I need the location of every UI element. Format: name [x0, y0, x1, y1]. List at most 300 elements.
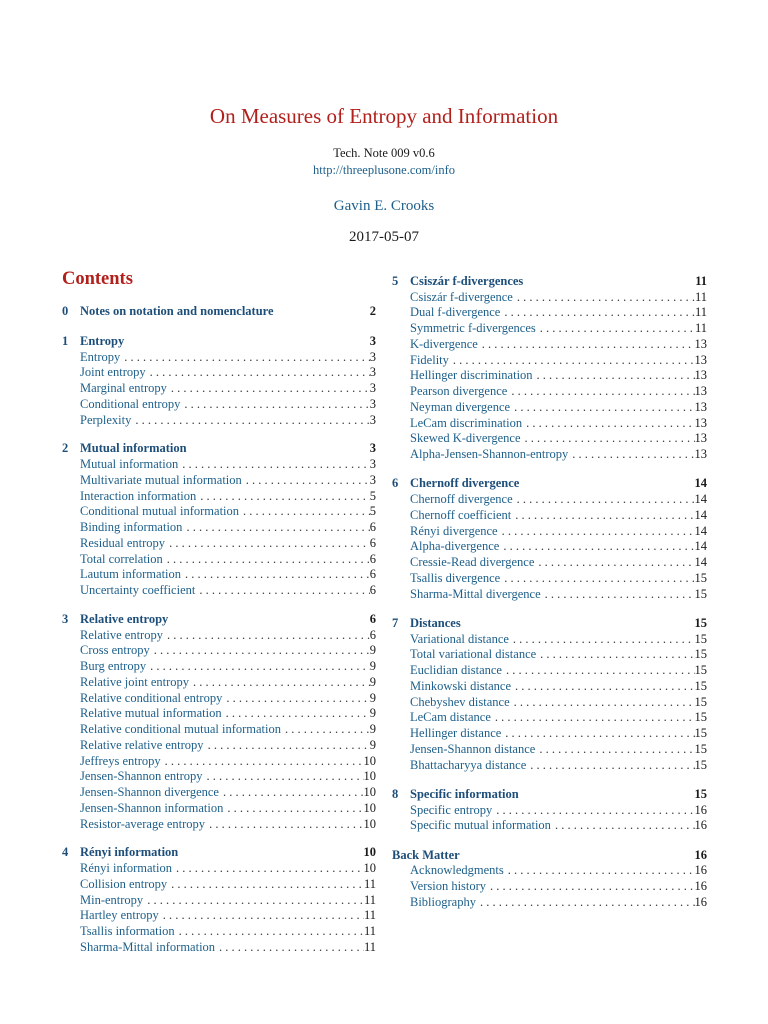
toc-leader-dots [535, 741, 694, 757]
toc-section[interactable] [62, 303, 376, 319]
toc-entry-title[interactable]: Perplexity [80, 412, 132, 427]
toc-section-page: 3 [369, 441, 376, 456]
toc-leader-dots [167, 380, 370, 396]
toc-entry-page: 3 [369, 365, 376, 380]
toc-leader-dots [239, 503, 370, 519]
toc-leader-dots [533, 367, 695, 383]
toc-entry[interactable] [80, 860, 376, 876]
toc-section-title[interactable]: Back Matter [392, 847, 460, 862]
toc-entry-page: 13 [694, 447, 707, 462]
toc-entry-page: 16 [694, 894, 707, 909]
toc-leader-dots [204, 737, 370, 753]
toc-entry[interactable] [80, 566, 376, 582]
toc-entry[interactable] [80, 705, 376, 721]
toc-section-title[interactable]: Csiszár f-divergences [410, 274, 524, 288]
toc-entry-page: 14 [694, 507, 707, 522]
toc-entry[interactable] [80, 876, 376, 892]
toc-entry-title[interactable]: Cross entropy [80, 643, 150, 658]
toc-entry-title[interactable]: Entropy [80, 349, 121, 364]
toc-section-number: 0 [62, 304, 69, 318]
toc-entry-page: 11 [694, 305, 707, 320]
toc-entry[interactable] [80, 380, 376, 396]
toc-entry-title[interactable]: Symmetric f-divergences [410, 321, 536, 336]
toc-entry-title[interactable]: Relative relative entropy [80, 737, 204, 752]
toc-entry-page: 11 [363, 876, 376, 891]
toc-leader-dots [486, 878, 694, 894]
toc-entry-page: 11 [363, 939, 376, 954]
toc-entry-title[interactable]: Sharma-Mittal divergence [410, 586, 541, 601]
toc-leader-dots [501, 725, 694, 741]
toc-entry-title[interactable]: Dual f-divergence [410, 305, 501, 320]
toc-entry-page: 16 [694, 818, 707, 833]
toc-entry-title[interactable]: Jensen-Shannon divergence [80, 785, 219, 800]
toc-entry[interactable] [80, 627, 376, 643]
toc-entry-title[interactable]: Resistor-average entropy [80, 816, 206, 831]
toc-section-page: 3 [369, 333, 376, 348]
toc-section[interactable] [392, 786, 707, 802]
toc-leader-dots [522, 415, 694, 431]
toc-entry-page: 11 [694, 321, 707, 336]
toc-section-number: 5 [392, 274, 399, 288]
toc-entry[interactable] [410, 570, 707, 586]
toc-entry-page: 10 [363, 785, 376, 800]
toc-leader-dots [568, 446, 694, 462]
toc-entry[interactable] [410, 725, 707, 741]
toc-leader-dots [131, 412, 369, 428]
toc-entry-title[interactable]: Multivariate mutual information [80, 472, 242, 487]
toc-entry-title[interactable]: Csiszár f-divergence [410, 289, 513, 304]
toc-entry-page: 11 [694, 289, 707, 304]
toc-entry-page: 11 [363, 924, 376, 939]
toc-entry-title[interactable]: Relative joint entropy [80, 674, 190, 689]
toc-section-number: 2 [62, 441, 69, 456]
toc-leader-dots [120, 349, 369, 365]
toc-entry[interactable] [410, 694, 707, 710]
toc-entry-page: 9 [369, 690, 376, 705]
toc-entry-page: 5 [369, 488, 376, 503]
toc-entry-title[interactable]: Hartley entropy [80, 908, 159, 923]
toc-entry-title[interactable]: Bhattacharyya distance [410, 757, 527, 772]
toc-leader-dots [511, 507, 694, 523]
toc-entry-page: 13 [694, 431, 707, 446]
toc-entry-page: 9 [369, 643, 376, 658]
toc-section-title[interactable]: Entropy [80, 333, 125, 348]
toc-leader-dots [536, 320, 695, 336]
toc-leader-dots [195, 582, 369, 598]
toc-section-title[interactable]: Distances [410, 615, 461, 630]
toc-entry-title[interactable]: Pearson divergence [410, 384, 508, 399]
toc-leader-dots [178, 456, 370, 472]
toc-leader-dots [222, 690, 369, 706]
toc-section[interactable] [392, 847, 707, 863]
toc-entry-title[interactable]: Rényi divergence [410, 523, 498, 538]
toc-entry-title[interactable]: Specific entropy [410, 802, 493, 817]
toc-entry[interactable] [80, 396, 376, 412]
toc-section-title[interactable]: Notes on notation and nomenclature [80, 304, 274, 318]
toc-entry[interactable] [80, 364, 376, 380]
toc-entry[interactable] [410, 662, 707, 678]
toc-entry-title[interactable]: Variational distance [410, 631, 509, 646]
toc-leader-dots [146, 658, 370, 674]
toc-entry-page: 9 [369, 659, 376, 674]
toc-leader-dots [167, 876, 364, 892]
toc-entry[interactable] [80, 892, 376, 908]
paper-url-link[interactable]: http://threeplusone.com/info [313, 163, 455, 177]
toc-entry-title[interactable]: Rényi information [80, 861, 172, 876]
toc-entry[interactable] [410, 757, 707, 773]
toc-entry-page: 15 [694, 631, 707, 646]
paper-date: 2017-05-07 [349, 229, 419, 245]
toc-entry-page: 6 [369, 535, 376, 550]
toc-entry-page: 13 [694, 368, 707, 383]
toc-entry-page: 6 [369, 520, 376, 535]
toc-entry[interactable] [410, 631, 707, 647]
toc-leader-dots [205, 816, 363, 832]
toc-leader-dots [150, 642, 370, 658]
toc-entry-page: 15 [694, 586, 707, 601]
toc-entry-page: 14 [694, 492, 707, 507]
toc-leader-dots [534, 554, 694, 570]
toc-leader-dots [203, 768, 364, 784]
toc-entry-title[interactable]: Acknowledgments [410, 863, 504, 878]
toc-entry-page: 10 [363, 816, 376, 831]
toc-entry[interactable] [80, 674, 376, 690]
toc-entry-title[interactable]: Residual entropy [80, 535, 166, 550]
toc-leader-dots [526, 757, 694, 773]
toc-entry-title[interactable]: Chebyshev distance [410, 694, 510, 709]
toc-entry-title[interactable]: LeCam distance [410, 710, 491, 725]
toc-entry-title[interactable]: Neyman divergence [410, 399, 511, 414]
toc-entry[interactable] [80, 816, 376, 832]
toc-entry-title[interactable]: Min-entropy [80, 892, 144, 907]
toc-entry-page: 10 [363, 769, 376, 784]
toc-leader-dots [146, 364, 370, 380]
toc-entry-page: 3 [369, 349, 376, 364]
toc-entry-title[interactable]: Cressie-Read divergence [410, 555, 535, 570]
toc-entry[interactable] [410, 878, 707, 894]
toc-entry-title[interactable]: Euclidian distance [410, 663, 502, 678]
toc-leader-dots [521, 430, 695, 446]
toc-section[interactable] [62, 333, 376, 349]
toc-entry[interactable] [410, 678, 707, 694]
toc-entry[interactable] [410, 709, 707, 725]
toc-entry-title[interactable]: Burg entropy [80, 659, 147, 674]
toc-entry-page: 9 [369, 722, 376, 737]
toc-entry-page: 9 [369, 737, 376, 752]
toc-leader-dots [281, 721, 370, 737]
toc-entry[interactable] [410, 367, 707, 383]
toc-entry-title[interactable]: Uncertainty coefficient [80, 583, 196, 598]
toc-entry[interactable] [80, 800, 376, 816]
toc-entry-page: 14 [694, 523, 707, 538]
toc-entry[interactable] [410, 352, 707, 368]
toc-entry-title[interactable]: Hellinger distance [410, 726, 502, 741]
toc-entry-title[interactable]: Marginal entropy [80, 381, 167, 396]
toc-section-page: 15 [694, 615, 707, 630]
toc-section[interactable] [392, 475, 707, 491]
contents-heading: Contents [62, 269, 133, 289]
toc-entry-title[interactable]: Total variational distance [410, 647, 537, 662]
toc-entry-page: 15 [694, 741, 707, 756]
toc-entry[interactable] [80, 753, 376, 769]
toc-entry[interactable] [410, 336, 707, 352]
toc-section-number: 4 [62, 845, 69, 860]
toc-entry-title[interactable]: Binding information [80, 520, 183, 535]
toc-leader-dots [551, 817, 695, 833]
toc-entry[interactable] [410, 586, 707, 602]
toc-section-number: 3 [62, 611, 69, 626]
toc-entry-page: 3 [369, 457, 376, 472]
toc-entry[interactable] [410, 523, 707, 539]
toc-entry[interactable] [410, 538, 707, 554]
toc-entry[interactable] [80, 503, 376, 519]
toc-entry[interactable] [80, 535, 376, 551]
tech-note-label: Tech. Note 009 v0.6 [333, 146, 435, 160]
toc-entry-page: 9 [369, 674, 376, 689]
toc-leader-dots [510, 399, 694, 415]
toc-section-page: 14 [694, 476, 707, 491]
toc-entry-page: 16 [694, 802, 707, 817]
toc-leader-dots [511, 678, 694, 694]
toc-entry-title[interactable]: Alpha-Jensen-Shannon-entropy [410, 447, 569, 462]
toc-leader-dots [242, 472, 370, 488]
toc-section-title[interactable]: Chernoff divergence [410, 476, 520, 491]
toc-entry-title[interactable]: Conditional mutual information [80, 504, 240, 519]
toc-entry-page: 11 [363, 908, 376, 923]
toc-section-page: 2 [369, 304, 376, 318]
toc-entry[interactable] [80, 456, 376, 472]
toc-leader-dots [507, 383, 694, 399]
toc-entry[interactable] [80, 488, 376, 504]
toc-entry[interactable] [80, 551, 376, 567]
toc-entry-page: 3 [369, 381, 376, 396]
toc-section-number: 1 [62, 333, 69, 348]
toc-leader-dots [536, 646, 694, 662]
toc-section-page: 15 [694, 786, 707, 801]
toc-entry-page: 13 [694, 352, 707, 367]
toc-entry-page: 15 [694, 694, 707, 709]
toc-entry-title[interactable]: LeCam discrimination [410, 415, 523, 430]
toc-leader-dots [500, 570, 694, 586]
toc-entry[interactable] [410, 383, 707, 399]
toc-entry[interactable] [410, 862, 707, 878]
toc-entry[interactable] [80, 737, 376, 753]
toc-entry-page: 14 [694, 539, 707, 554]
toc-entry-page: 3 [369, 396, 376, 411]
toc-section-title[interactable]: Mutual information [80, 441, 187, 456]
toc-entry-title[interactable]: K-divergence [410, 336, 478, 351]
toc-entry-title[interactable]: Jensen-Shannon entropy [80, 769, 203, 784]
toc-entry-page: 15 [694, 678, 707, 693]
toc-leader-dots [502, 662, 695, 678]
toc-entry-page: 13 [694, 415, 707, 430]
toc-entry-title[interactable]: Relative mutual information [80, 706, 222, 721]
toc-entry[interactable] [410, 304, 707, 320]
toc-section-number: 7 [392, 615, 399, 630]
toc-entry-page: 3 [369, 412, 376, 427]
toc-entry-title[interactable]: Conditional entropy [80, 396, 181, 411]
toc-entry-page: 15 [694, 663, 707, 678]
toc-entry[interactable] [410, 289, 707, 305]
toc-entry[interactable] [80, 349, 376, 365]
toc-leader-dots [449, 352, 695, 368]
toc-leader-dots [222, 705, 370, 721]
toc-entry[interactable] [80, 582, 376, 598]
toc-leader-dots [492, 802, 694, 818]
toc-leader-dots [498, 523, 695, 539]
toc-entry-page: 15 [694, 757, 707, 772]
toc-section-page: 11 [695, 274, 707, 288]
toc-entry-title[interactable]: Collision entropy [80, 876, 168, 891]
toc-leader-dots [215, 939, 364, 955]
toc-entry[interactable] [80, 768, 376, 784]
toc-entry-title[interactable]: Tsallis information [80, 924, 175, 939]
toc-entry[interactable] [80, 939, 376, 955]
toc-entry-title[interactable]: Specific mutual information [410, 818, 551, 833]
toc-entry[interactable] [80, 690, 376, 706]
toc-section-title[interactable]: Rényi information [80, 845, 179, 860]
toc-leader-dots [219, 784, 364, 800]
toc-leader-dots [223, 800, 363, 816]
toc-leader-dots [180, 396, 369, 412]
toc-entry-title[interactable]: Joint entropy [80, 365, 146, 380]
toc-leader-dots [163, 551, 370, 567]
toc-section[interactable] [62, 611, 376, 627]
toc-entry-page: 3 [369, 472, 376, 487]
toc-leader-dots [500, 304, 695, 320]
toc-entry[interactable] [410, 415, 707, 431]
toc-section-title[interactable]: Relative entropy [80, 611, 169, 626]
toc-entry-page: 10 [363, 753, 376, 768]
toc-entry-title[interactable]: Relative conditional mutual information [80, 722, 281, 737]
toc-entry-title[interactable]: Hellinger discrimination [410, 368, 533, 383]
paper-title: On Measures of Entropy and Information [209, 104, 559, 128]
toc-entry-title[interactable]: Alpha-divergence [410, 539, 500, 554]
toc-leader-dots [181, 566, 370, 582]
toc-entry-title[interactable]: Minkowski distance [410, 678, 512, 693]
toc-entry-title[interactable]: Interaction information [80, 488, 197, 503]
toc-entry[interactable] [80, 721, 376, 737]
toc-leader-dots [513, 289, 695, 305]
toc-entry-title[interactable]: Relative entropy [80, 627, 163, 642]
toc-leader-dots [182, 519, 369, 535]
toc-entry-title[interactable]: Sharma-Mittal information [80, 939, 216, 954]
toc-leader-dots [478, 336, 695, 352]
toc-entry-page: 13 [694, 384, 707, 399]
toc-entry-page: 15 [694, 647, 707, 662]
toc-leader-dots [143, 892, 364, 908]
toc-entry-title[interactable]: Jeffreys entropy [80, 753, 161, 768]
toc-entry-title[interactable]: Version history [410, 879, 487, 894]
toc-entry-page: 6 [369, 551, 376, 566]
toc-entry[interactable] [410, 399, 707, 415]
toc-leader-dots [499, 538, 694, 554]
toc-leader-dots [196, 488, 369, 504]
toc-entry[interactable] [410, 894, 707, 910]
toc-leader-dots [163, 627, 370, 643]
toc-entry[interactable] [410, 817, 707, 833]
toc-section[interactable] [62, 440, 376, 456]
toc-entry-title[interactable]: Mutual information [80, 457, 179, 472]
toc-leader-dots [172, 860, 364, 876]
toc-entry-page: 5 [369, 504, 376, 519]
toc-entry-page: 10 [363, 800, 376, 815]
toc-leader-dots [189, 674, 370, 690]
toc-entry[interactable] [410, 507, 707, 523]
toc-entry-page: 6 [369, 567, 376, 582]
toc-leader-dots [476, 894, 695, 910]
toc-entry-title[interactable]: Chernoff divergence [410, 492, 513, 507]
toc-entry[interactable] [80, 519, 376, 535]
toc-section[interactable] [392, 273, 707, 289]
toc-section-title[interactable]: Specific information [410, 786, 519, 801]
toc-entry-title[interactable]: Fidelity [410, 352, 449, 367]
toc-section[interactable] [392, 615, 707, 631]
toc-entry[interactable] [410, 554, 707, 570]
toc-entry[interactable] [410, 491, 707, 507]
toc-entry[interactable] [410, 430, 707, 446]
toc-leader-dots [175, 923, 364, 939]
toc-leader-dots [510, 694, 695, 710]
toc-entry-page: 16 [694, 863, 707, 878]
toc-entry[interactable] [410, 741, 707, 757]
toc-entry-page: 11 [363, 892, 376, 907]
toc-leader-dots [509, 631, 695, 647]
toc-entry-page: 9 [369, 706, 376, 721]
toc-entry-page: 13 [694, 399, 707, 414]
toc-entry-title[interactable]: Bibliography [410, 894, 476, 909]
toc-entry[interactable] [80, 658, 376, 674]
toc-entry[interactable] [80, 412, 376, 428]
toc-entry[interactable] [410, 320, 707, 336]
toc-entry-page: 15 [694, 570, 707, 585]
toc-leader-dots [513, 491, 695, 507]
toc-entry-title[interactable]: Lautum information [80, 567, 182, 582]
toc-entry-page: 6 [369, 627, 376, 642]
toc-section-number: 8 [392, 786, 399, 801]
toc-entry-title[interactable]: Tsallis divergence [410, 570, 501, 585]
toc-entry-page: 15 [694, 726, 707, 741]
toc-section-number: 6 [392, 476, 399, 491]
toc-entry-title[interactable]: Chernoff coefficient [410, 507, 512, 522]
toc-entry[interactable] [410, 802, 707, 818]
toc-leader-dots [491, 709, 695, 725]
toc-leader-dots [159, 907, 364, 923]
author-name[interactable]: Gavin E. Crooks [333, 198, 435, 214]
toc-section-page: 16 [694, 847, 707, 862]
toc-leader-dots [165, 535, 370, 551]
toc-section-page: 6 [369, 611, 376, 626]
toc-entry[interactable] [80, 907, 376, 923]
toc-entry[interactable] [80, 784, 376, 800]
toc-leader-dots [541, 586, 695, 602]
toc-entry-title[interactable]: Jensen-Shannon information [80, 800, 224, 815]
toc-entry[interactable] [410, 446, 707, 462]
toc-section-page: 10 [363, 845, 376, 860]
toc-entry-title[interactable]: Relative conditional entropy [80, 690, 223, 705]
toc-entry[interactable] [410, 646, 707, 662]
toc-section[interactable] [62, 844, 376, 860]
toc-entry-title[interactable]: Skewed K-divergence [410, 431, 521, 446]
toc-entry[interactable] [80, 923, 376, 939]
toc-entry-title[interactable]: Total correlation [80, 551, 163, 566]
toc-entry-page: 16 [694, 879, 707, 894]
toc-entry-title[interactable]: Jensen-Shannon distance [410, 741, 536, 756]
toc-entry-page: 14 [694, 555, 707, 570]
toc-entry-page: 6 [369, 583, 376, 598]
toc-entry[interactable] [80, 642, 376, 658]
toc-entry[interactable] [80, 472, 376, 488]
